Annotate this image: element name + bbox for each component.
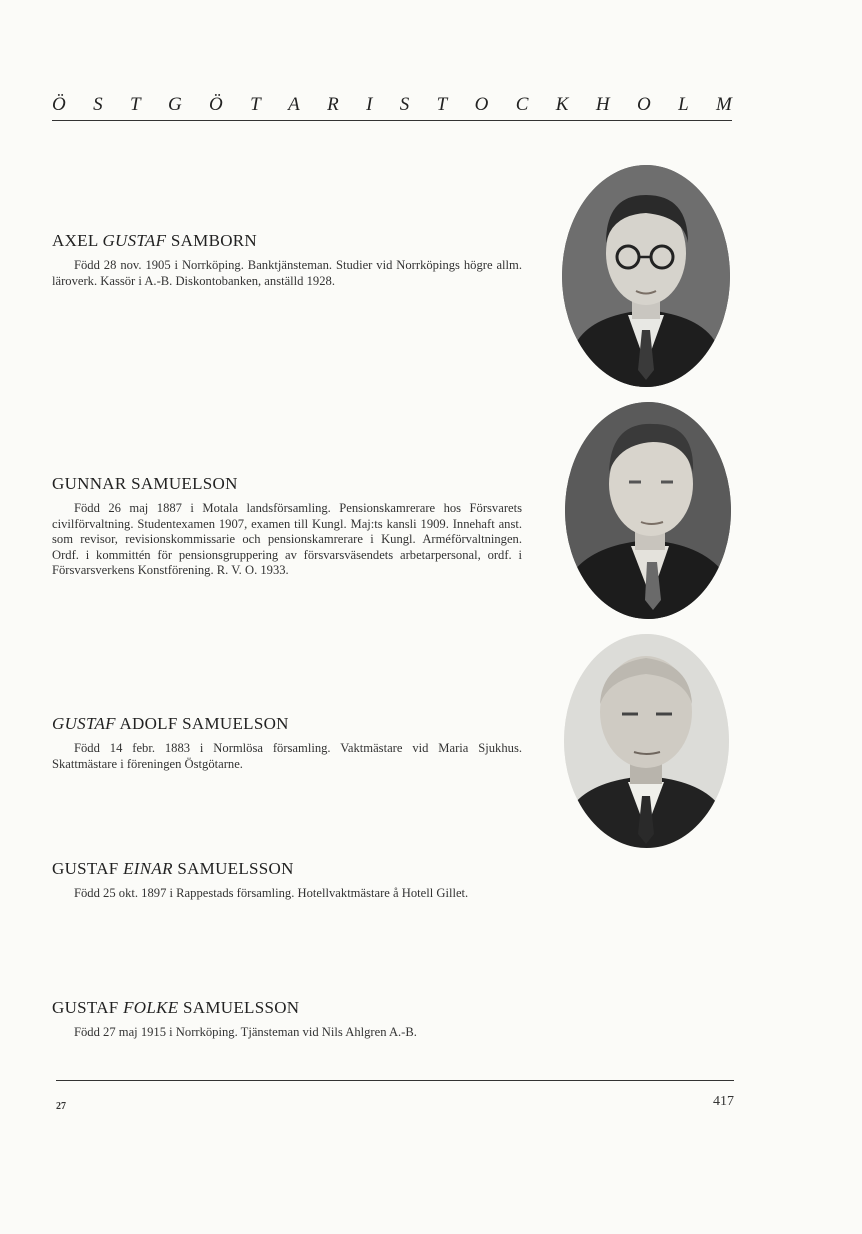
biography-entry	[52, 859, 522, 902]
person-name	[52, 998, 522, 1018]
portrait-photo	[562, 165, 730, 387]
person-name	[52, 474, 522, 494]
portrait-image	[562, 165, 730, 387]
name-part: GUNNAR SAMUELSON	[52, 474, 238, 493]
biography-entry	[52, 231, 522, 289]
name-part: SAMBORN	[166, 231, 258, 250]
footer-rule	[56, 1080, 734, 1081]
header-rule	[52, 120, 732, 121]
head-letter: A	[288, 94, 300, 115]
head-letter: I	[366, 94, 373, 115]
biography-entry	[52, 714, 522, 772]
head-letter: H	[595, 94, 610, 115]
name-part: GUSTAF	[52, 998, 124, 1017]
name-part: SAMUELSSON	[172, 859, 294, 878]
name-part-italic: FOLKE	[123, 998, 179, 1017]
running-head	[52, 94, 732, 116]
person-name	[52, 859, 522, 879]
head-letter: T	[250, 94, 261, 115]
name-part: ADOLF SAMUELSON	[115, 714, 289, 733]
head-letter: C	[515, 94, 529, 115]
head-letter: S	[399, 94, 410, 115]
name-part-italic: EINAR	[123, 859, 173, 878]
biography-entry	[52, 998, 522, 1041]
head-letter: Ö	[52, 94, 66, 115]
biography-text: Född 14 febr. 1883 i Normlösa församling. Vaktmästare vid Maria Sjukhus. Skattmästare i föreningen Östgötarne.	[52, 741, 522, 771]
biography-text: Född 27 maj 1915 i Norrköping. Tjänsteman vid Nils Ahlgren A.-B.	[74, 1025, 417, 1039]
head-letter: S	[93, 94, 103, 115]
head-letter: L	[678, 94, 689, 115]
name-part-italic: GUSTAF	[52, 714, 116, 733]
person-name	[52, 231, 522, 251]
head-letter: K	[555, 94, 569, 115]
name-part: AXEL	[52, 231, 103, 250]
name-part-italic: GUSTAF	[102, 231, 167, 250]
biography-text: Född 28 nov. 1905 i Norrköping. Banktjänsteman. Studier vid Norrköpings högre allm. läroverk. Kassör i A.-B. Diskontobanken, anställd 1928.	[52, 258, 522, 288]
head-letter: O	[474, 94, 489, 115]
name-part: SAMUELSSON	[178, 998, 300, 1017]
head-letter: R	[327, 94, 339, 115]
portrait-photo	[565, 402, 731, 619]
person-name	[52, 714, 522, 734]
portrait-photo	[564, 634, 729, 848]
portrait-image	[565, 402, 731, 619]
biography-text: Född 26 maj 1887 i Motala landsförsamling. Pensionskamrerare hos Försvarets civilförvaltning. Studentexamen 1907, examen till Kungl. Maj:ts kansli 1909. Innehaft anst. som revisor, revisionskommissarie och pensionskamrerare i Kungl. Arméförvaltningen. Ordf. i kommittén för pensionsgruppering av försvarsväsendets arbetarpersonal, ordf. i Försvarsverkens Konstförening. R. V. O. 1933.	[52, 501, 522, 577]
signature-mark: 27	[56, 1101, 66, 1112]
head-letter: O	[636, 94, 651, 115]
head-letter: M	[716, 94, 732, 115]
name-part: GUSTAF	[52, 859, 124, 878]
biography-text: Född 25 okt. 1897 i Rappestads församling. Hotellvaktmästare å Hotell Gillet.	[74, 886, 469, 900]
head-letter: Ö	[209, 94, 223, 115]
head-letter: G	[167, 94, 182, 115]
head-letter: T	[436, 94, 448, 115]
head-letter: T	[129, 94, 141, 115]
portrait-image	[564, 634, 729, 848]
page-number: 417	[713, 1094, 734, 1109]
biography-entry	[52, 474, 522, 579]
